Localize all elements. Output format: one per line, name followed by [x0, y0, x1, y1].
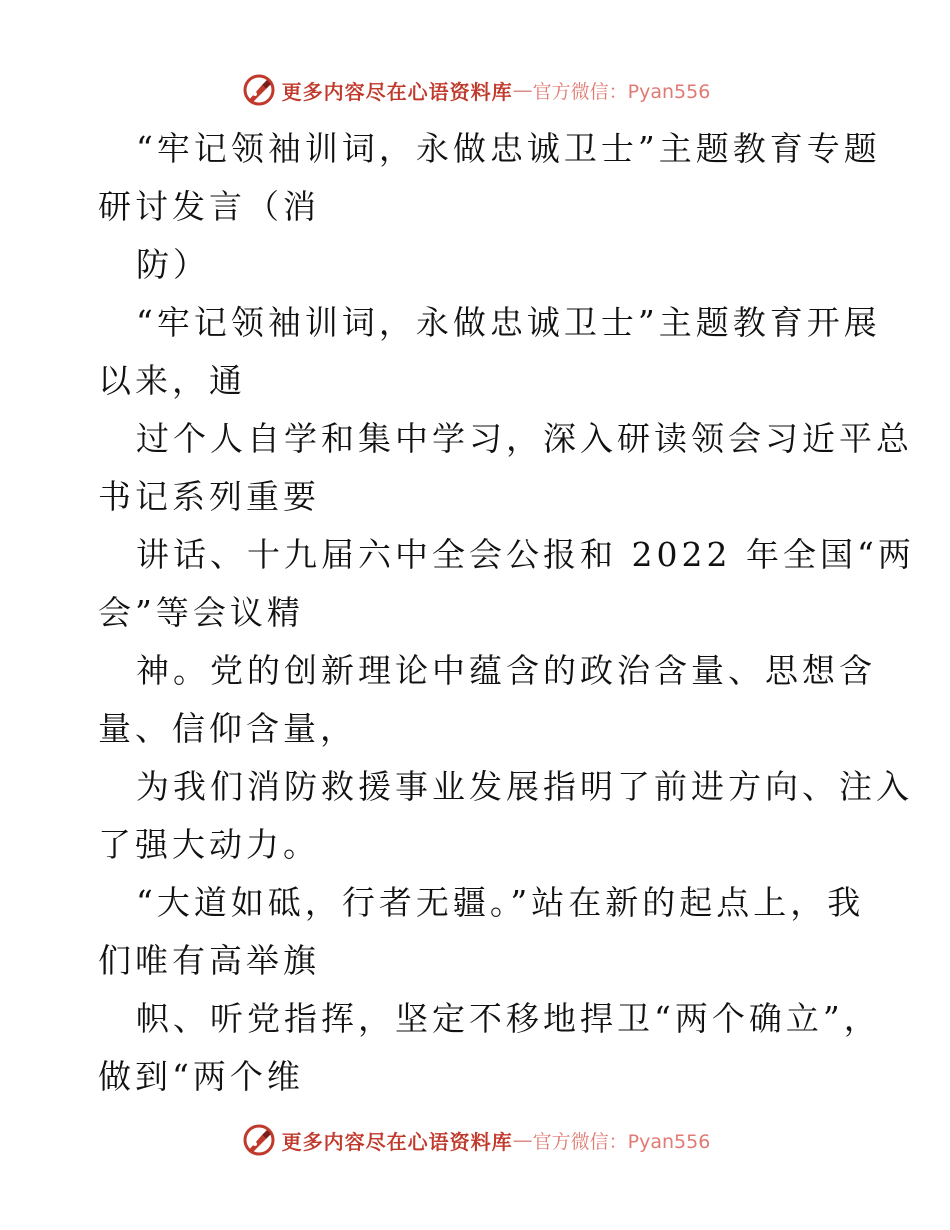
body-text-line: “牢记领袖训词，永做忠诚卫士”主题教育开展: [136, 303, 881, 342]
header-banner: [0, 68, 950, 112]
pen-nib-logo-icon: [240, 71, 278, 109]
body-text-line: 书记系列重要: [98, 477, 320, 516]
document-body: [98, 120, 915, 1106]
body-text-line: 以来，通: [98, 361, 246, 400]
body-text-line: 帜、听党指挥，坚定不移地捍卫“两个确立”，: [136, 999, 881, 1038]
body-text-line: 量、信仰含量，: [98, 709, 357, 748]
footer-banner-separator: —: [512, 1128, 533, 1152]
footer-banner-contact: 官方微信：Pyan556: [532, 1130, 711, 1153]
body-text-line: 做到“两个维: [98, 1057, 304, 1096]
body-text-line: 神。党的创新理论中蕴含的政治含量、思想含: [136, 651, 876, 690]
body-text-line: 过个人自学和集中学习，深入研读领会习近平总: [136, 419, 913, 458]
header-banner-separator: —: [512, 78, 533, 102]
body-text-line: 研讨发言（消: [98, 187, 320, 226]
body-text-line: 防）: [136, 245, 210, 284]
footer-banner: [0, 1118, 950, 1162]
body-text-line: 了强大动力。: [98, 825, 320, 864]
header-banner-title: 更多内容尽在心语资料库: [281, 79, 513, 104]
header-banner-contact: 官方微信：Pyan556: [532, 80, 711, 103]
body-text-line: 为我们消防救援事业发展指明了前进方向、注入: [136, 767, 913, 806]
body-text-line: 会”等会议精: [98, 593, 304, 632]
body-text-line: 讲话、十九届六中全会公报和 2022 年全国“两: [136, 535, 915, 574]
body-text-line: 们唯有高举旗: [98, 941, 320, 980]
body-text-line: “牢记领袖训词，永做忠诚卫士”主题教育专题: [136, 129, 881, 168]
footer-banner-title: 更多内容尽在心语资料库: [281, 1129, 513, 1154]
pen-nib-logo-icon: [240, 1121, 278, 1159]
body-text-line: “大道如砥，行者无疆。”站在新的起点上，我: [136, 883, 865, 922]
